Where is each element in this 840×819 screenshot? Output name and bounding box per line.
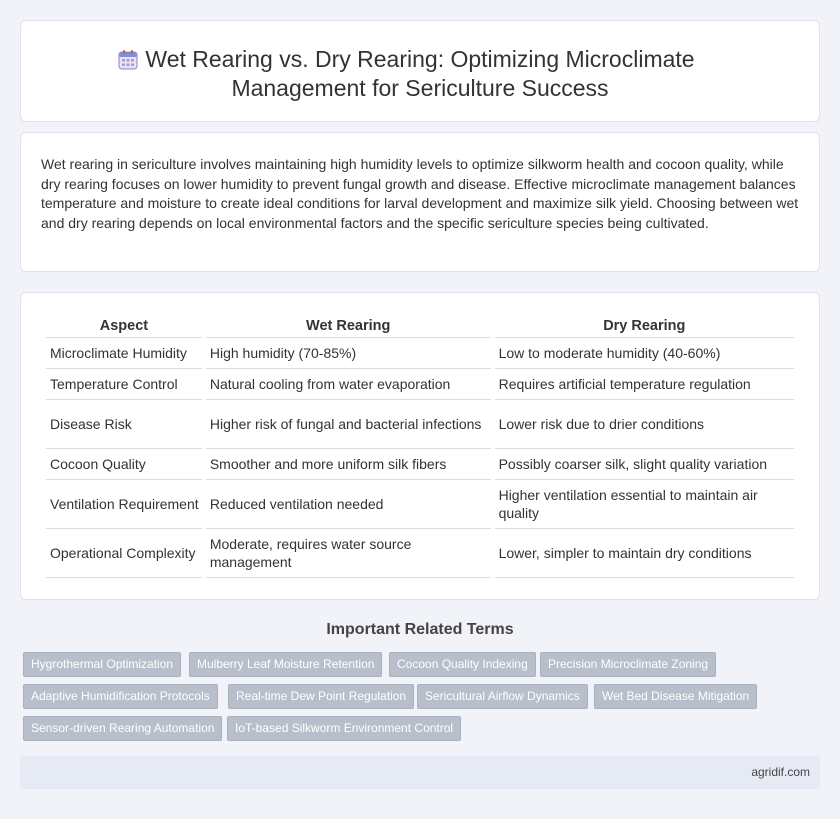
table-cell: Disease Risk [46, 400, 202, 449]
table-row [46, 449, 794, 480]
table-row [46, 338, 794, 369]
comparison-table [42, 315, 798, 578]
table-cell: Natural cooling from water evaporation [206, 369, 491, 400]
term-tag[interactable]: Cocoon Quality Indexing [389, 652, 536, 677]
page-title: Wet Rearing vs. Dry Rearing: Optimizing Microclimate Management for Sericulture Success [145, 46, 695, 101]
term-tag[interactable]: IoT-based Silkworm Environment Control [227, 716, 461, 741]
title-card [20, 20, 820, 122]
term-tag[interactable]: Precision Microclimate Zoning [540, 652, 716, 677]
table-cell: Possibly coarser silk, slight quality variation [495, 449, 794, 480]
table-cell: Requires artificial temperature regulation [495, 369, 794, 400]
table-cell: Operational Complexity [46, 529, 202, 578]
column-header-dry-rearing: Dry Rearing [495, 315, 794, 338]
table-cell: Higher risk of fungal and bacterial infections [206, 400, 491, 449]
table-cell: Higher ventilation essential to maintain air quality [495, 480, 794, 529]
column-header-aspect: Aspect [46, 315, 202, 338]
table-cell: High humidity (70-85%) [206, 338, 491, 369]
table-cell: Lower risk due to drier conditions [495, 400, 794, 449]
table-row [46, 400, 794, 449]
table-cell: Moderate, requires water source management [206, 529, 491, 578]
intro-paragraph: Wet rearing in sericulture involves maintaining high humidity levels to optimize silkworm health and cocoon quality, while dry rearing focuses on lower humidity to prevent fungal growth and disease. Effective microclimate management balances temperature and moisture to create ideal conditions for larval development and maximize silk yield. Choosing between wet and dry rearing depends on local environmental factors and the specific sericulture species being cultivated. [41, 156, 799, 231]
table-cell: Cocoon Quality [46, 449, 202, 480]
table-cell: Microclimate Humidity [46, 338, 202, 369]
table-cell: Reduced ventilation needed [206, 480, 491, 529]
term-tag[interactable]: Wet Bed Disease Mitigation [594, 684, 757, 709]
table-row [46, 369, 794, 400]
table-cell: Temperature Control [46, 369, 202, 400]
intro-card [20, 132, 820, 272]
table-cell: Smoother and more uniform silk fibers [206, 449, 491, 480]
related-terms-heading: Important Related Terms [326, 621, 514, 638]
term-tag[interactable]: Hygrothermal Optimization [23, 652, 181, 677]
term-tag[interactable]: Sericultural Airflow Dynamics [417, 684, 588, 709]
term-tag[interactable]: Real-time Dew Point Regulation [228, 684, 414, 709]
table-cell: Ventilation Requirement [46, 480, 202, 529]
table-cell: Lower, simpler to maintain dry conditions [495, 529, 794, 578]
table-header-row [46, 315, 794, 338]
footer-site-name: agridif.com [751, 765, 810, 779]
footer [20, 756, 820, 789]
term-tag[interactable]: Mulberry Leaf Moisture Retention [189, 652, 382, 677]
table-cell: Low to moderate humidity (40-60%) [495, 338, 794, 369]
term-tag[interactable]: Adaptive Humidification Protocols [23, 684, 218, 709]
column-header-wet-rearing: Wet Rearing [206, 315, 491, 338]
table-row [46, 529, 794, 578]
comparison-card [20, 292, 820, 600]
term-tag[interactable]: Sensor-driven Rearing Automation [23, 716, 222, 741]
table-row [46, 480, 794, 529]
